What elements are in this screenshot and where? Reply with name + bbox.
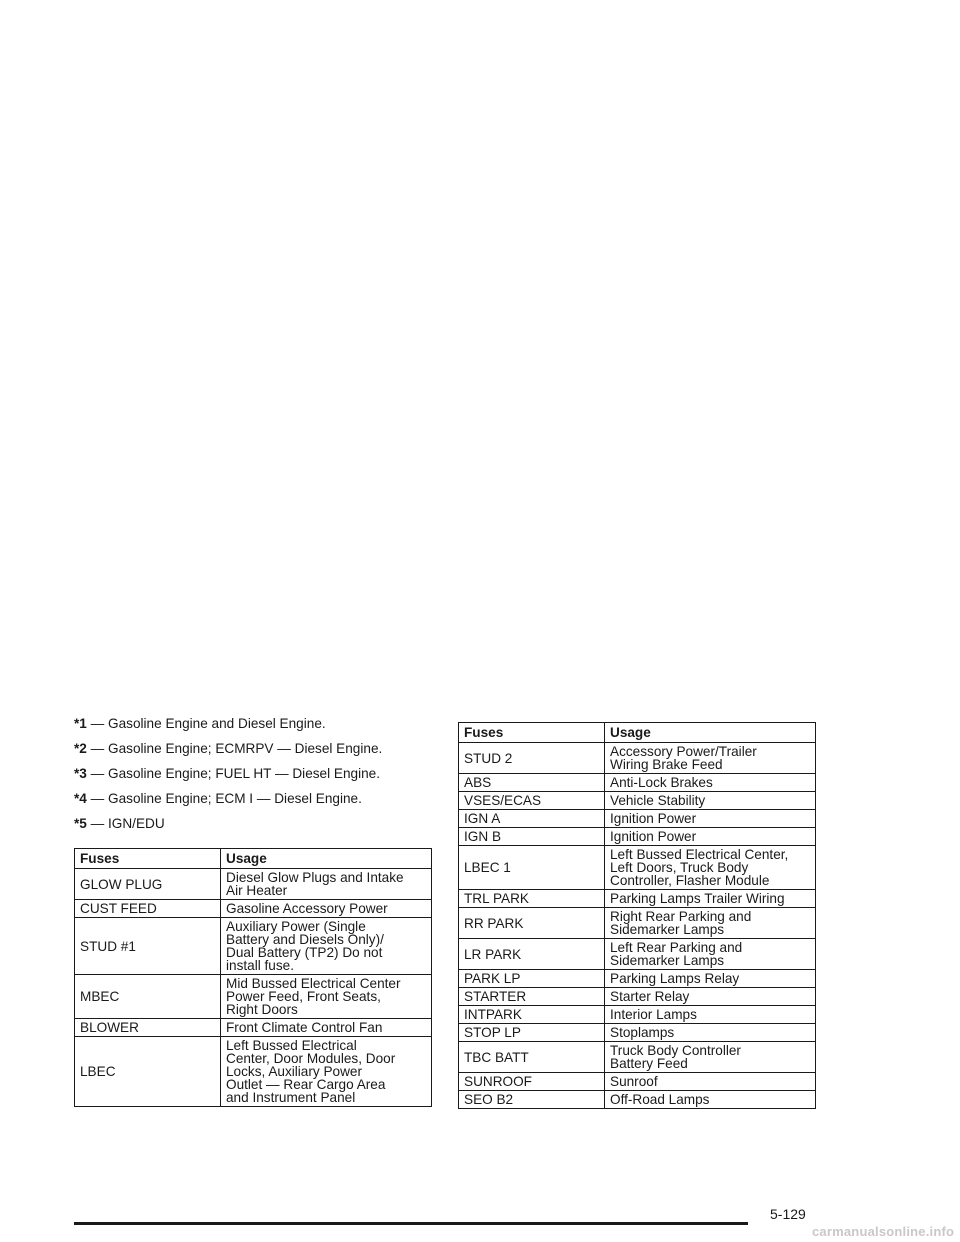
table-header-row (75, 849, 432, 869)
footer-rule (74, 1222, 748, 1225)
table-row (75, 869, 432, 900)
page-number: 5-129 (770, 1206, 806, 1222)
usage-cell: Left Bussed Electrical Center, Left Doors, Truck Body Controller, Flasher Module (605, 846, 816, 890)
usage-cell: Sunroof (605, 1073, 816, 1091)
table-row (459, 1024, 816, 1042)
table-row (75, 918, 432, 975)
footnote (74, 816, 434, 832)
table-row (459, 939, 816, 970)
table-row (459, 970, 816, 988)
table-row (459, 774, 816, 792)
fuse-cell: IGN A (459, 810, 605, 828)
table-row (459, 1073, 816, 1091)
usage-cell: Parking Lamps Relay (605, 970, 816, 988)
usage-cell: Auxiliary Power (Single Battery and Diesels Only)/ Dual Battery (TP2) Do not install fuse. (221, 918, 432, 975)
usage-cell: Stoplamps (605, 1024, 816, 1042)
fuse-cell: ABS (459, 774, 605, 792)
table-row (459, 890, 816, 908)
fuse-cell: LBEC 1 (459, 846, 605, 890)
fuse-cell: TBC BATT (459, 1042, 605, 1073)
fuse-cell: STUD 2 (459, 743, 605, 774)
footnote-key: *4 (74, 791, 87, 806)
footnote-text: — Gasoline Engine; FUEL HT — Diesel Engine. (90, 766, 381, 781)
fuse-cell: RR PARK (459, 908, 605, 939)
usage-cell: Truck Body Controller Battery Feed (605, 1042, 816, 1073)
column-header-fuses: Fuses (75, 849, 221, 869)
table-row (459, 1006, 816, 1024)
fuse-cell: SEO B2 (459, 1091, 605, 1109)
fuse-cell: LR PARK (459, 939, 605, 970)
table-row (459, 908, 816, 939)
usage-cell: Starter Relay (605, 988, 816, 1006)
fuse-cell: STUD #1 (75, 918, 221, 975)
footnote (74, 766, 434, 782)
fuse-cell: INTPARK (459, 1006, 605, 1024)
fuse-cell: STARTER (459, 988, 605, 1006)
usage-cell: Left Rear Parking and Sidemarker Lamps (605, 939, 816, 970)
footnote-key: *3 (74, 766, 87, 781)
footnote-key: *5 (74, 816, 87, 831)
table-row (75, 1019, 432, 1037)
fuse-table-right (458, 722, 816, 1109)
usage-cell: Anti-Lock Brakes (605, 774, 816, 792)
fuse-cell: PARK LP (459, 970, 605, 988)
watermark: carmanualsonline.info (812, 1224, 955, 1239)
fuse-cell: LBEC (75, 1037, 221, 1107)
usage-cell: Interior Lamps (605, 1006, 816, 1024)
fuse-cell: STOP LP (459, 1024, 605, 1042)
table-row (459, 988, 816, 1006)
footnote (74, 716, 434, 732)
usage-cell: Accessory Power/Trailer Wiring Brake Feed (605, 743, 816, 774)
fuse-table-left (74, 848, 432, 1107)
usage-cell: Ignition Power (605, 828, 816, 846)
fuse-cell: VSES/ECAS (459, 792, 605, 810)
column-header-fuses: Fuses (459, 723, 605, 743)
fuse-cell: GLOW PLUG (75, 869, 221, 900)
table-row (459, 743, 816, 774)
footnote-text: — Gasoline Engine; ECM I — Diesel Engine. (90, 791, 362, 806)
fuse-cell: IGN B (459, 828, 605, 846)
table-row (459, 810, 816, 828)
fuse-cell: SUNROOF (459, 1073, 605, 1091)
table-header-row (459, 723, 816, 743)
usage-cell: Front Climate Control Fan (221, 1019, 432, 1037)
table-row (459, 828, 816, 846)
usage-cell: Left Bussed Electrical Center, Door Modules, Door Locks, Auxiliary Power Outlet — Rear Cargo Area and Instrument Panel (221, 1037, 432, 1107)
fuse-cell: CUST FEED (75, 900, 221, 918)
table-row (75, 900, 432, 918)
usage-cell: Gasoline Accessory Power (221, 900, 432, 918)
column-header-usage: Usage (605, 723, 816, 743)
footnotes (74, 716, 434, 841)
fuse-cell: MBEC (75, 975, 221, 1019)
table-row (459, 846, 816, 890)
usage-cell: Off-Road Lamps (605, 1091, 816, 1109)
usage-cell: Diesel Glow Plugs and Intake Air Heater (221, 869, 432, 900)
usage-cell: Ignition Power (605, 810, 816, 828)
usage-cell: Mid Bussed Electrical Center Power Feed, Front Seats, Right Doors (221, 975, 432, 1019)
table-row (459, 1042, 816, 1073)
footnote-text: — IGN/EDU (90, 816, 165, 831)
column-header-usage: Usage (221, 849, 432, 869)
footnote-text: — Gasoline Engine; ECMRPV — Diesel Engine. (90, 741, 383, 756)
table-row (75, 1037, 432, 1107)
table-row (459, 1091, 816, 1109)
usage-cell: Parking Lamps Trailer Wiring (605, 890, 816, 908)
usage-cell: Vehicle Stability (605, 792, 816, 810)
footnote (74, 791, 434, 807)
footnote (74, 741, 434, 757)
footnote-key: *2 (74, 741, 87, 756)
table-row (75, 975, 432, 1019)
fuse-cell: BLOWER (75, 1019, 221, 1037)
footnote-text: — Gasoline Engine and Diesel Engine. (90, 716, 326, 731)
usage-cell: Right Rear Parking and Sidemarker Lamps (605, 908, 816, 939)
table-row (459, 792, 816, 810)
fuse-cell: TRL PARK (459, 890, 605, 908)
footnote-key: *1 (74, 716, 87, 731)
